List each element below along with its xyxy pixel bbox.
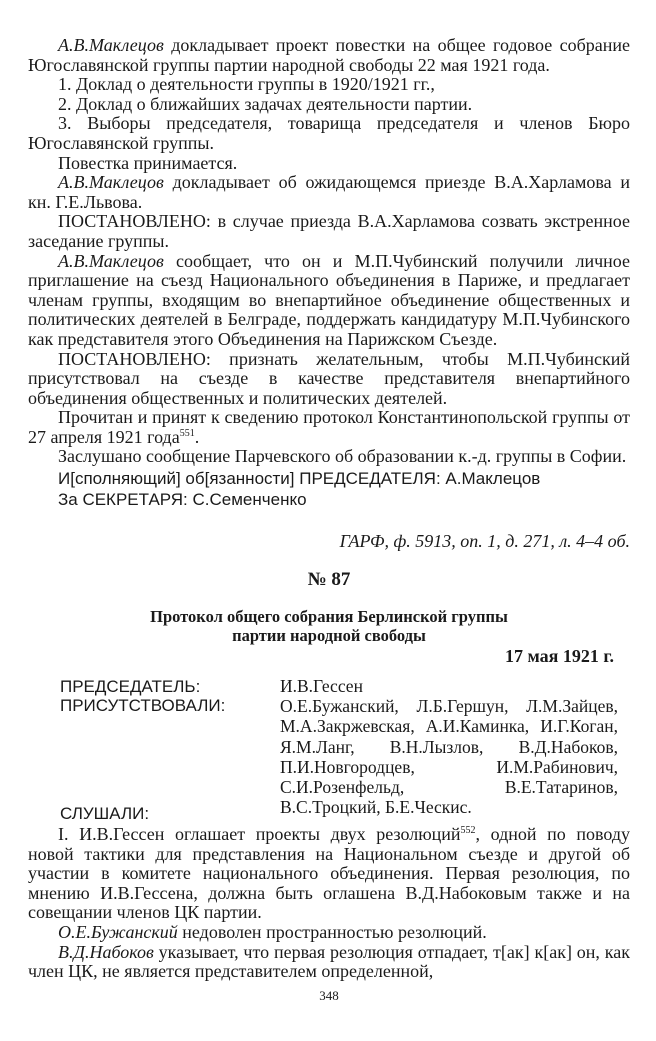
agenda-item-2: 2. Доклад о ближайших задачах деятельности партии. (58, 93, 473, 114)
agenda-accepted: Повестка принимается. (58, 152, 238, 173)
document-number: № 87 (307, 569, 351, 590)
present-label: ПРИСУТСТВОВАЛИ: (60, 696, 226, 715)
archive-source: ГАРФ, ф. 5913, оп. 1, д. 271, л. 4–4 об. (339, 531, 630, 551)
paragraph-agenda-proposal: А.В.Маклецов докладывает проект повестки на общее годовое собрание Югославянской группы партии народной свободы 22 мая 1921 года. (28, 35, 630, 75)
signature-secretary: За СЕКРЕТАРЯ: С.Семенченко (58, 490, 307, 510)
page-number: 348 (319, 988, 339, 1003)
upper-protocol (28, 36, 630, 510)
title-line-1: Протокол общего собрания Берлинской группы (150, 607, 508, 626)
resolution-1: ПОСТАНОВЛЕНО: в случае приезда В.А.Харламова созвать экстренное заседание группы. (28, 211, 630, 251)
document-title (28, 607, 630, 645)
signature-chair: И[сполняющий] об[язанности] ПРЕДСЕДАТЕЛЯ: А.Маклецов (58, 469, 541, 489)
speaker-name: А.В.Маклецов (58, 172, 164, 193)
agenda-item-1: 1. Доклад о деятельности группы в 1920/1921 гг., (58, 74, 435, 95)
lower-protocol (28, 825, 630, 982)
footnote-ref: 552 (460, 825, 476, 836)
speaker-name: А.В.Маклецов (58, 35, 164, 55)
paragraph-nabokov: В.Д.Набоков указывает, что первая резолюция отпадает, т[ак] к[ак] он, как член ЦК, не является представителем определенной, (28, 941, 630, 982)
document-date: 17 мая 1921 г. (504, 646, 614, 666)
footnote-ref: 551 (179, 427, 195, 439)
chair-label: ПРЕДСЕДАТЕЛЬ: (60, 677, 201, 696)
paragraph-constantinople: Прочитан и принят к сведению протокол Константинопольской группы от 27 апреля 1921 года$^{551}$. (28, 407, 630, 447)
heard-label: СЛУШАЛИ: (60, 804, 150, 823)
title-line-2: партии народной свободы (232, 626, 426, 645)
paragraph-sofia: Заслушано сообщение Парчевского об образовании к.-д. группы в Софии. (58, 446, 627, 467)
paragraph-buzhansky: О.Е.Бужанский недоволен пространностью резолюций. (58, 921, 487, 942)
speaker-name: А.В.Маклецов (58, 250, 164, 271)
speaker-name: О.Е.Бужанский (58, 921, 178, 942)
paragraph-invitation: А.В.Маклецов сообщает, что он и М.П.Чубинский получили личное приглашение на съезд Национального объединения в Париже, и предлагает членам группы, входящим во внепартийное объединение общественных и политических деятелей в Белграде, поддержать кандидатуру М.П.Чубинского как представителя этого Объединения на Парижском Съезде. (28, 250, 630, 349)
agenda-item-3: 3. Выборы председателя, товарища председателя и членов Бюро Югославянской группы. (28, 113, 630, 153)
paragraph-arrival: А.В.Маклецов докладывает об ожидающемся приезде В.А.Харламова и кн. Г.Е.Львова. (28, 172, 630, 212)
resolution-2: ПОСТАНОВЛЕНО: признать желательным, чтобы М.П.Чубинский присутствовал на съезде в качестве представителя внепартийного объединения общественных и политических деятелей. (28, 348, 630, 408)
chair-value: И.В.Гессен (280, 676, 363, 696)
speaker-name: В.Д.Набоков (58, 941, 154, 962)
item-resolutions: I. И.В.Гессен оглашает проекты двух резолюций$^{552}$, одной по поводу новой тактики для представления на Национальном съезде и другой об участии в комитете национального объединения. Первая резолюция, по мнению И.В.Гессена, должна быть оглашена В.Д.Набоковым также и на совещании членов ЦК партии. (28, 824, 631, 923)
present-list: О.Е.Бужанский, Л.Б.Гершун, Л.М.Зайцев, М.А.Закржевская, А.И.Каминка, И.Г.Коган, Я.М.Ланг, В.Н.Лызлов, В.Д.Набоков, П.И.Новгородцев, И.М.Рабинович, С.И.Розенфельд, В.Е.Татаринов, В.С.Троцкий, Б.Е.Ческис. (280, 696, 618, 818)
